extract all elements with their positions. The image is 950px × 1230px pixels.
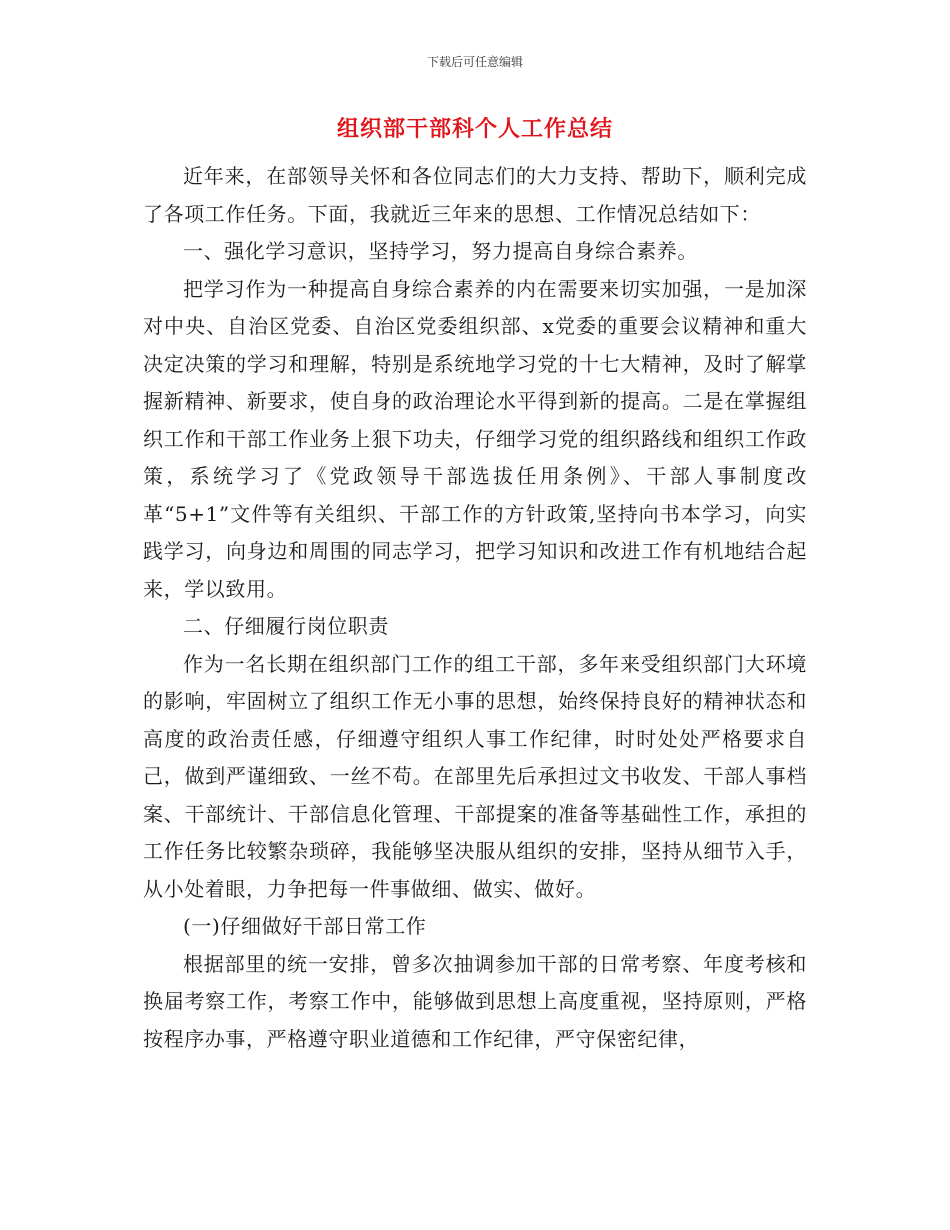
document-body [143,158,807,1058]
paragraph-daily-work: 根据部里的统一安排，曾多次抽调参加干部的日常考察、年度考核和换届考察工作，考察工作中，能够做到思想上高度重视，坚持原则，严格按程序办事，严格遵守职业道德和工作纪律，严守保密纪律， [143,951,807,1051]
paragraph-study: 把学习作为一种提高自身综合素养的内在需要来切实加强，一是加深对中央、自治区党委、自治区党委组织部、x党委的重要会议精神和重大决定决策的学习和理解，特别是系统地学习党的十七大精神，及时了解掌握新精神、新要求，使自身的政治理论水平得到新的提高。二是在掌握组织工作和干部工作业务上狠下功夫，仔细学习党的组织路线和组织工作政策，系统学习了《党政领导干部选拔任用条例》、干部人事制度改革“5+1”文件等有关组织、干部工作的方针政策,坚持向书本学习，向实践学习，向身边和周围的同志学习，把学习知识和改进工作有机地结合起来，学以致用。 [143,276,807,601]
document-title: 组织部干部科个人工作总结 [336,117,613,142]
page-header: 下载后可任意编辑 [426,55,523,69]
paragraph-duties: 作为一名长期在组织部门工作的组工干部，多年来受组织部门大环境的影响，牢固树立了组织工作无小事的思想，始终保持良好的精神状态和高度的政治责任感，仔细遵守组织人事工作纪律，时时处处严格要求自己，做到严谨细致、一丝不苟。在部里先后承担过文书收发、干部人事档案、干部统计、干部信息化管理、干部提案的准备等基础性工作，承担的工作任务比较繁杂琐碎，我能够坚决服从组织的安排，坚持从细节入手，从小处着眼，力争把每一件事做细、做实、做好。 [143,651,807,901]
subsection-heading-1: (一)仔细做好干部日常工作 [183,914,427,938]
section-heading-1: 一、强化学习意识，坚持学习，努力提高自身综合素养。 [183,239,698,263]
paragraph-intro: 近年来，在部领导关怀和各位同志们的大力支持、帮助下，顺利完成了各项工作任务。下面，我就近三年来的思想、工作情况总结如下： [143,164,807,226]
section-heading-2: 二、仔细履行岗位职责 [183,614,389,638]
